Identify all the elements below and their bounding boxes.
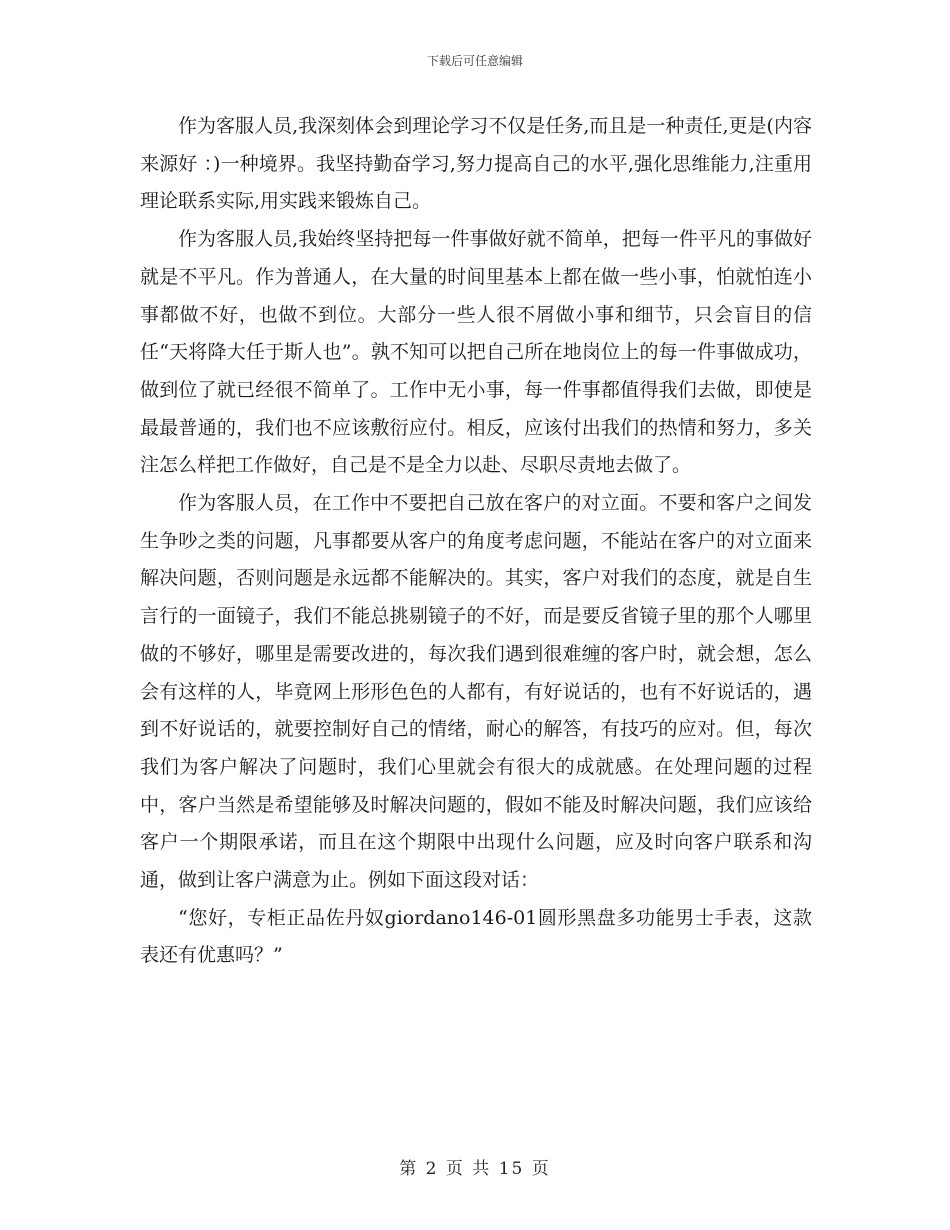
page-number: 第 2 页 共 15 页 bbox=[399, 1159, 551, 1179]
paragraph-dialogue-quote: “您好，专柜正品佐丹奴giordano146-01圆形黑盘多功能男士手表，这款表还有优惠吗？” bbox=[140, 906, 812, 967]
paragraph-small-things: 作为客服人员,我始终坚持把每一件事做好就不简单，把每一件平凡的事做好就是不平凡。作为普通人，在大量的时间里基本上都在做一些小事，怕就怕连小事都做不好，也做不到位。大部分一些人很不屑做小事和细节，只会盲目的信任“天将降大任于斯人也”。孰不知可以把自己所在地岗位上的每一件事做成功，做到位了就已经很不简单了。工作中无小事，每一件事都值得我们去做，即使是最最普通的，我们也不应该敷衍应付。相反，应该付出我们的热情和努力，多关注怎么样把工作做好，自己是不是全力以赴、尽职尽责地去做了。 bbox=[140, 228, 812, 477]
paragraph-theory-study: 作为客服人员,我深刻体会到理论学习不仅是任务,而且是一种责任,更是(内容来源好 ：)一种境界。我坚持勤奋学习,努力提高自己的水平,强化思维能力,注重用理论联系实际,用实践来锻炼自己。 bbox=[140, 115, 812, 213]
document-body bbox=[140, 108, 812, 975]
page-header-note: 下载后可任意编辑 bbox=[426, 54, 523, 68]
paragraph-customer-relations: 作为客服人员，在工作中不要把自己放在客户的对立面。不要和客户之间发生争吵之类的问题，凡事都要从客户的角度考虑问题，不能站在客户的对立面来解决问题，否则问题是永远都不能解决的。其实，客户对我们的态度，就是自生言行的一面镜子，我们不能总挑剔镜子的不好，而是要反省镜子里的那个人哪里做的不够好，哪里是需要改进的，每次我们遇到很难缠的客户时，就会想，怎么会有这样的人，毕竟网上形形色色的人都有，有好说话的，也有不好说话的，遇到不好说话的，就要控制好自己的情绪，耐心的解答，有技巧的应对。但，每次我们为客户解决了问题时，我们心里就会有很大的成就感。在处理问题的过程中，客户当然是希望能够及时解决问题的，假如不能及时解决问题，我们应该给客户一个期限承诺，而且在这个期限中出现什么问题，应及时向客户联系和沟通，做到让客户满意为止。例如下面这段对话： bbox=[140, 492, 812, 892]
